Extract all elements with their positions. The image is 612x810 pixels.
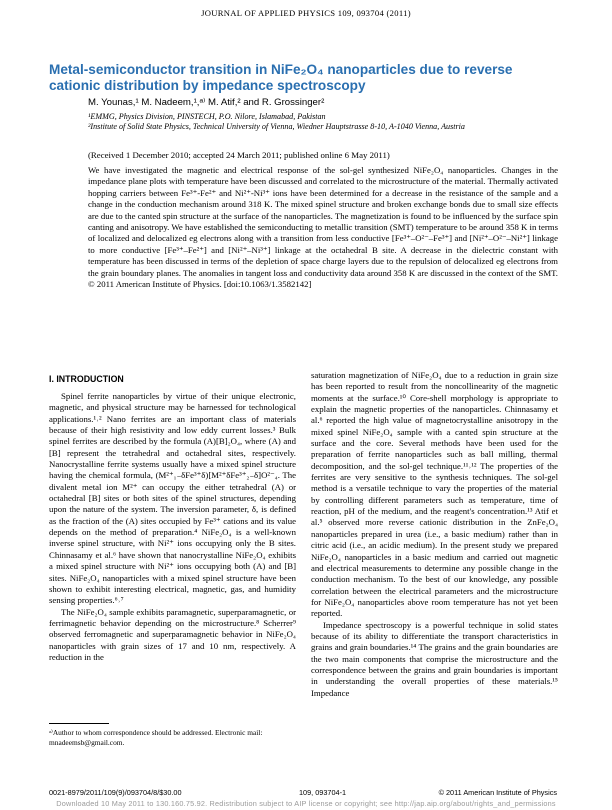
intro-paragraph-4: Impedance spectroscopy is a powerful technique in solid states because of its ability to differentiate the transport characteristics in grains and grain boundaries.¹⁴ The grains and the grain boundaries are the two main components that comprise the microstructure and the correspondence between the grains and grain boundaries is important in understanding the overall properties of these materials.¹⁵ Impedance — [311, 619, 558, 698]
footer-code: 0021-8979/2011/109(9)/093704/8/$30.00 — [49, 788, 182, 797]
footer-copyright: © 2011 American Institute of Physics — [438, 788, 557, 797]
footnote-divider — [49, 723, 109, 724]
section-heading: I. INTRODUCTION — [49, 374, 124, 384]
article-title: Metal-semiconductor transition in NiFe₂O₄ nanoparticles due to reverse cationic distribution by impedance spectroscopy — [49, 62, 513, 93]
correspondence-footnote: ᵃ⁾Author to whom correspondence should be addressed. Electronic mail: mnadeemsb@gmail.com. — [49, 728, 263, 747]
received-dates: (Received 1 December 2010; accepted 24 March 2011; published online 6 May 2011) — [88, 150, 390, 160]
footer-page-number: 109, 093704-1 — [299, 788, 347, 797]
intro-paragraph-1: Spinel ferrite nanoparticles by virtue of their unique electronic, magnetic, and physical structure may be harnessed for technological applications.¹˒² Nano ferrites are an important class of materials because of their high resistivity and low eddy current losses.³ Bulk spinel ferrites are described by the formula (A)[B]₂O₄, where (A) and [B] represent the tetrahedral and octahedral sites, respectively. Nanocrystalline ferrite systems usually have a mixed spinel structure having the chemical formula, (M²⁺₁₋δFe³⁺δ)[M²⁺δFe³⁺₂₋δ]O²⁻₄. The divalent metal ion M²⁺ can occupy the either tetrahedral (A) or octahedral [B] sites or both sites of the spinel structures, depending upon the nature of the system. The inversion parameter, δ, is defined as the fraction of the (A) sites occupied by Fe³⁺ cations and its value depends on the method of preparation.⁴ NiFe₂O₄ is a well-known inverse spinel structure, with Ni²⁺ ions occupying only the B sites. Chinnasamy et al.⁶ have shown that nanocrystalline NiFe₂O₄ exhibits a mixed spinel structure with Ni²⁺ ions occupying both (A) and [B] sites. NiFe₂O₄ nanoparticles with a mixed spinel structure have been shown to exhibit interesting electrical, magnetic, gas, and humidity sensing properties.⁶˒⁷ — [49, 391, 296, 606]
affiliation-2: ²Institute of Solid State Physics, Technical University of Vienna, Wiedner Hauptstrasse 8-10, A-1040 Vienna, Austria — [88, 122, 465, 131]
intro-paragraph-2: The NiFe₂O₄ sample exhibits paramagnetic, superparamagnetic, or ferrimagnetic behavior depending on the microstructure.⁸ Scherrer⁹ observed ferromagnetic and superparamagnetic behavior in NiFe₂O₄ nanoparticles with grain sizes of 17 and 10 nm, respectively. A reduction in the — [49, 606, 296, 662]
affiliation-1: ¹EMMG, Physics Division, PINSTECH, P.O. Nilore, Islamabad, Pakistan — [88, 112, 326, 121]
download-notice: Downloaded 10 May 2011 to 130.160.75.92. Redistribution subject to AIP license or copyright; see http://jap.aip.org/about/rights_and_permissions — [56, 799, 556, 808]
right-column — [311, 370, 558, 699]
left-column — [49, 391, 296, 663]
abstract: We have investigated the magnetic and electrical response of the sol-gel synthesized NiFe₂O₄ nanoparticles. Changes in the impedance plane plots with temperature have been discussed and correlated to the microstructure of the material. Thermally activated hopping carriers between Fe³⁺-Fe²⁺ and Ni²⁺-Ni³⁺ ions have been determined for a decrease in the resistance of the sample and a change in the conduction mechanism around 318 K. The mixed spinel structure and broken exchange bonds due to small size effects are due to the canted spin structure at the surface of the nanoparticles. The magnetization is found to be influenced by the surface spin canting and anisotropy. We have established the semiconducting to metallic transition (SMT) temperature to be around 358 K in terms of localized and delocalized eg electrons along with a transition from less conductive [Fe³⁺–O²⁻–Fe³⁺] and [Ni²⁺–O²⁻–Ni²⁺] linkage to more conductive [Fe³⁺–Fe²⁺] and [Ni²⁺–Ni³⁺] linkage at the octahedral B site. A decrease in the dielectric constant with temperature has been discussed in terms of the depletion of space charge layers due to the repulsion of delocalized eg electrons from the grain boundary planes. The anomalies in tangent loss and conductivity data around 358 K are discussed in the context of the SMT. © 2011 American Institute of Physics. [doi:10.1063/1.3582142] — [88, 165, 558, 290]
journal-header: JOURNAL OF APPLIED PHYSICS 109, 093704 (2011) — [201, 8, 411, 18]
intro-paragraph-3: saturation magnetization of NiFe₂O₄ due to a reduction in grain size has been reported to result from the noncollinearity of the magnetic moments at the surface.¹⁰ Core-shell morphology is appropriate to explain the magnetic properties of the nanoparticles. Chinnasamy et al.⁶ reported the high value of magnetocrystalline anisotropy in the mixed spinel NiFe₂O₄ sample with a canted spin structure at the surface and the core. Several methods have been used for the preparation of ferrite nanoparticles such as ball milling, thermal decomposition, and the sol-gel technique.¹¹˒¹² The properties of the ferrites are very sensitive to the synthesis techniques. The sol-gel method is a versatile technique to vary the properties of the material by controlling different parameters such as temperature, time of reaction, pH of the medium, and the reagent's concentration.¹³ Atif et al.⁵ observed more reverse cationic distribution in the ZnFe₂O₄ nanoparticles prepared in urea (i.e., a basic medium) rather than in citric acid (i.e., an acidic medium). In the present study we prepared NiFe₂O₄ nanoparticles in a basic medium and carried out magnetic and electrical measurements to determine any possible change in the conduction mechanism. To the best of our knowledge, any possible correlation between the electrical parameters and the microstructure for NiFe₂O₄ nanoparticles above room temperature has not yet been reported. — [311, 370, 558, 619]
author-list: M. Younas,¹ M. Nadeem,¹,ᵃ⁾ M. Atif,² and R. Grossinger² — [88, 97, 325, 108]
